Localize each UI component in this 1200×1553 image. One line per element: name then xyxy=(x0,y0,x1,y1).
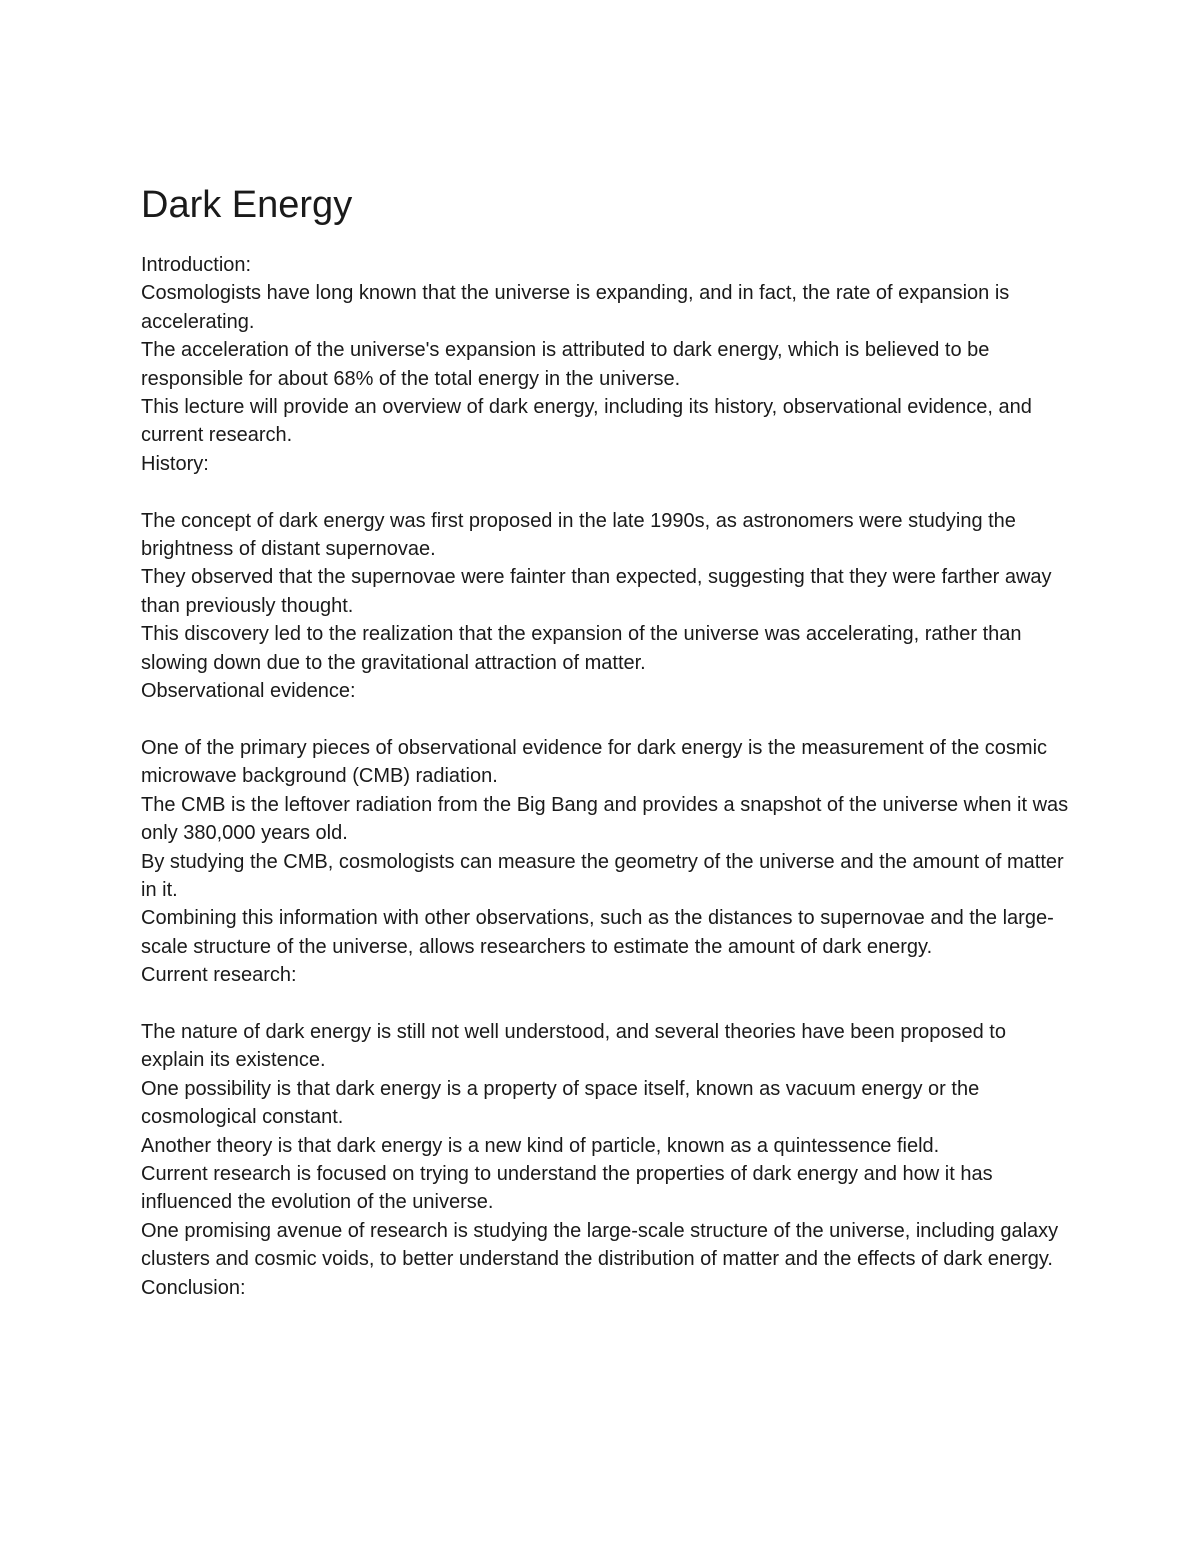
paragraph: This discovery led to the realization that the expansion of the universe was accelerating, rather than slowing down due to the gravitational attraction of matter. xyxy=(141,623,1022,674)
blank-line xyxy=(141,705,1071,733)
paragraph: The nature of dark energy is still not well understood, and several theories have been proposed to explain its existence. xyxy=(141,1020,1006,1072)
paragraph: One of the primary pieces of observational evidence for dark energy is the measurement of the cosmic microwave background (CMB) radiation. xyxy=(141,736,1048,788)
document-body xyxy=(141,182,1071,1302)
document-title: Dark Energy xyxy=(141,184,353,226)
section-heading-introduction: Introduction: xyxy=(141,254,252,276)
section-heading-current-research: Current research: xyxy=(141,964,297,987)
paragraph: Combining this information with other observations, such as the distances to supernovae and the large-scale structure of the universe, allows researchers to estimate the amount of dark energy. xyxy=(141,907,1054,958)
paragraph: Cosmologists have long known that the universe is expanding, and in fact, the rate of expansion is accelerating. xyxy=(141,282,1010,333)
paragraph: By studying the CMB, cosmologists can measure the geometry of the universe and the amount of matter in it. xyxy=(141,850,1064,901)
blank-line xyxy=(141,990,1071,1018)
section-heading-history: History: xyxy=(141,452,209,475)
paragraph: One promising avenue of research is studying the large-scale structure of the universe, including galaxy clusters and cosmic voids, to better understand the distribution of matter and the effects of dark energy. xyxy=(141,1219,1059,1271)
section-heading-conclusion: Conclusion: xyxy=(141,1276,246,1299)
section-heading-observational-evidence: Observational evidence: xyxy=(141,680,356,703)
paragraph: This lecture will provide an overview of dark energy, including its history, observational evidence, and current research. xyxy=(141,396,1032,447)
paragraph: They observed that the supernovae were fainter than expected, suggesting that they were farther away than previously thought. xyxy=(141,566,1052,617)
paragraph: Another theory is that dark energy is a new kind of particle, known as a quintessence field. xyxy=(141,1134,940,1157)
paragraph: The CMB is the leftover radiation from the Big Bang and provides a snapshot of the universe when it was only 380,000 years old. xyxy=(141,793,1069,845)
paragraph: The concept of dark energy was first proposed in the late 1990s, as astronomers were studying the brightness of distant supernovae. xyxy=(141,509,1016,561)
blank-line xyxy=(141,478,1071,506)
paragraph: Current research is focused on trying to understand the properties of dark energy and how it has influenced the evolution of the universe. xyxy=(141,1162,993,1214)
paragraph: The acceleration of the universe's expansion is attributed to dark energy, which is believed to be responsible for about 68% of the total energy in the universe. xyxy=(141,339,990,390)
paragraph: One possibility is that dark energy is a property of space itself, known as vacuum energy or the cosmological constant. xyxy=(141,1077,980,1129)
